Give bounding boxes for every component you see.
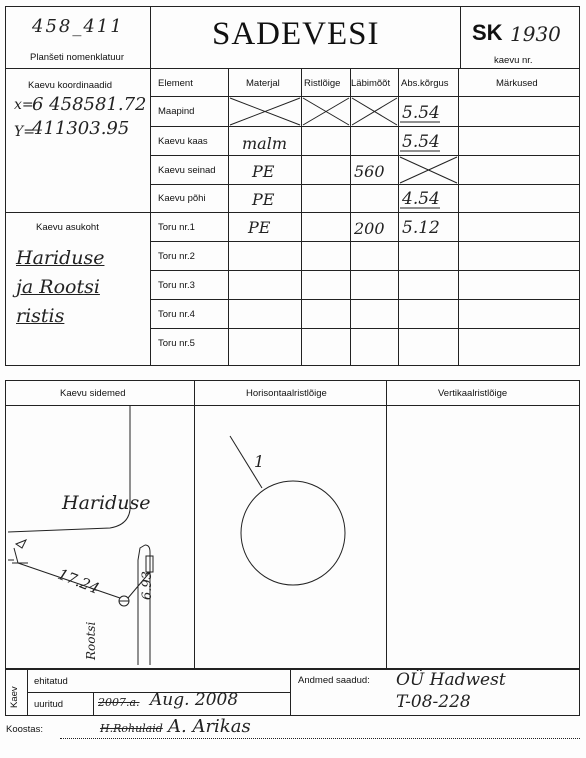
row-5-diameter: 200 [354,219,385,238]
y-coordinate-value: 411303.95 [32,118,130,139]
location-line-1: Hariduse [16,247,105,269]
compiled-name: A. Arikas [168,716,251,737]
row-5-abs-height: 5.12 [402,218,440,238]
row-element-6: Toru nr.2 [158,251,195,262]
sketch-distance-1: 17.24 [55,565,102,598]
pipe-number-label: 1 [254,452,265,471]
measure-line-2 [128,572,150,598]
row-2-material: malm [242,134,287,153]
row-5-material: PE [248,218,271,237]
well-number-value: 1930 [510,22,561,46]
sk-prefix: SK [472,20,503,45]
sketch-side-street: Rootsi [84,621,98,660]
location-line-3: ristis [16,305,65,327]
col-header-material: Materjal [246,78,280,89]
col-header-cross-section: Ristlõige [304,78,341,89]
well-number-label: kaevu nr. [494,55,533,66]
location-label: Kaevu asukoht [36,222,99,233]
row-3-material: PE [252,162,275,181]
data-source-company: OÜ Hadwest [396,670,506,690]
page-title: SADEVESI [212,16,380,52]
horizontal-section-label: Horisontaalristlõige [246,388,327,399]
col-header-abs-height: Abs.kõrgus [401,78,449,89]
y-prefix: Y= [14,124,35,140]
well-cross-section-circle [241,481,345,585]
row-element-3: Kaevu seinad [158,165,216,176]
compiled-label: Koostas: [6,724,43,735]
surveyed-date: Aug. 2008 [150,690,239,710]
row-element-9: Toru nr.5 [158,338,195,349]
row-element-2: Kaevu kaas [158,136,208,147]
coordinates-label: Kaevu koordinaadid [28,80,112,91]
sketch-distance-2: 6.93 [140,571,155,600]
row-2-abs-height: 5.54 [402,132,440,152]
location-line-2: ja Rootsi [16,276,100,298]
row-3-diameter: 560 [354,162,385,181]
row-element-7: Toru nr.3 [158,280,195,291]
measure-line-1 [18,563,120,598]
row-4-material: PE [252,190,275,209]
flag-mark [16,540,26,548]
road-edge-line [8,405,130,532]
vertical-section-label: Vertikaalristlõige [438,388,508,399]
nomenclature-label: Planšeti nomenklatuur [30,52,124,63]
road-edge-line [138,545,145,665]
ties-label: Kaevu sidemed [60,388,126,399]
x-coordinate-value: 6 458581.72 [32,94,147,115]
built-label: ehitatud [34,676,68,687]
compiled-old-name: H.Rohulaid [100,722,163,735]
reference-mark [14,548,18,563]
row-element-1: Maapind [158,106,195,117]
row-element-4: Kaevu põhi [158,193,206,204]
row-4-abs-height: 4.54 [402,189,440,209]
pipe-leader-line [230,436,265,488]
row-1-abs-height: 5.54 [402,103,440,123]
col-header-element: Element [158,78,193,89]
row-element-5: Toru nr.1 [158,222,195,233]
surveyed-label: uuritud [34,699,64,710]
surveyed-old-value: 2007.a. [98,696,140,709]
data-source-reference: T-08-228 [396,692,471,712]
well-label: Kaev [9,686,20,708]
col-header-notes: Märkused [496,78,538,89]
row-element-8: Toru nr.4 [158,309,195,320]
sketch-street-name: Hariduse [62,492,151,514]
col-header-diameter: Läbimõõt [351,78,391,89]
x-prefix: x= [14,97,34,113]
nomenclature-value: 458_411 [32,16,124,37]
data-received-label: Andmed saadud: [298,675,370,686]
